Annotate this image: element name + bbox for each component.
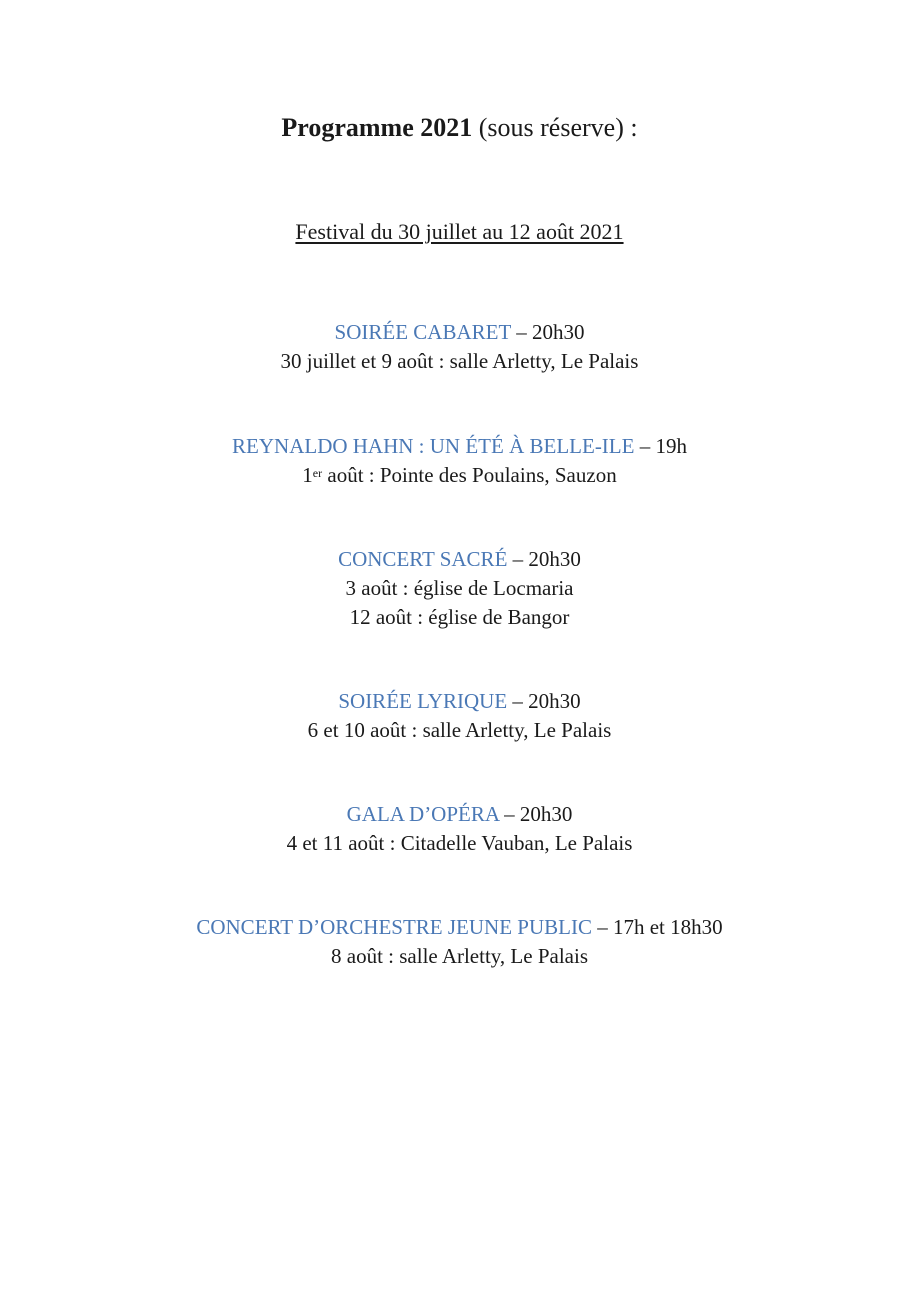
event-name: REYNALDO HAHN : UN ÉTÉ À BELLE-ILE bbox=[232, 434, 635, 458]
event-time: – 20h30 bbox=[510, 320, 585, 344]
event-concert-orchestre bbox=[0, 913, 919, 971]
event-soiree-lyrique bbox=[0, 687, 919, 745]
event-name: SOIRÉE LYRIQUE bbox=[338, 689, 508, 713]
festival-dates-text: Festival du 30 juillet au 12 août 2021 bbox=[295, 219, 624, 244]
event-detail bbox=[0, 461, 919, 490]
festival-dates bbox=[0, 216, 919, 248]
event-soiree-cabaret bbox=[0, 318, 919, 376]
event-detail: 12 août : église de Bangor bbox=[349, 605, 570, 629]
event-header bbox=[0, 545, 919, 574]
event-name: CONCERT D’ORCHESTRE JEUNE PUBLIC bbox=[196, 915, 592, 939]
event-header bbox=[0, 687, 919, 716]
title-main: Programme 2021 bbox=[281, 113, 473, 142]
event-reynaldo-hahn bbox=[0, 432, 919, 490]
title-note: (sous réserve) : bbox=[472, 113, 638, 142]
event-name: CONCERT SACRÉ bbox=[338, 547, 508, 571]
event-detail-ordinal: er bbox=[312, 466, 323, 480]
event-name: GALA D’OPÉRA bbox=[346, 802, 499, 826]
event-header bbox=[0, 913, 919, 942]
event-time: – 20h30 bbox=[507, 689, 581, 713]
event-detail-day: 1 bbox=[302, 463, 313, 487]
event-time: – 19h bbox=[634, 434, 687, 458]
event-name: SOIRÉE CABARET bbox=[334, 320, 511, 344]
event-time: – 20h30 bbox=[498, 802, 573, 826]
page-title bbox=[0, 110, 919, 146]
event-header bbox=[0, 318, 919, 347]
event-gala-opera bbox=[0, 800, 919, 858]
event-detail: 3 août : église de Locmaria bbox=[345, 576, 574, 600]
event-time: – 20h30 bbox=[507, 547, 581, 571]
event-detail: 4 et 11 août : Citadelle Vauban, Le Palais bbox=[286, 831, 633, 855]
event-detail: 6 et 10 août : salle Arletty, Le Palais bbox=[307, 718, 612, 742]
event-header bbox=[0, 432, 919, 461]
event-detail: 8 août : salle Arletty, Le Palais bbox=[331, 944, 588, 968]
event-detail-rest: août : Pointe des Poulains, Sauzon bbox=[322, 463, 617, 487]
event-header bbox=[0, 800, 919, 829]
event-time: – 17h et 18h30 bbox=[591, 915, 723, 939]
event-concert-sacre bbox=[0, 545, 919, 632]
event-detail: 30 juillet et 9 août : salle Arletty, Le Palais bbox=[280, 349, 639, 373]
